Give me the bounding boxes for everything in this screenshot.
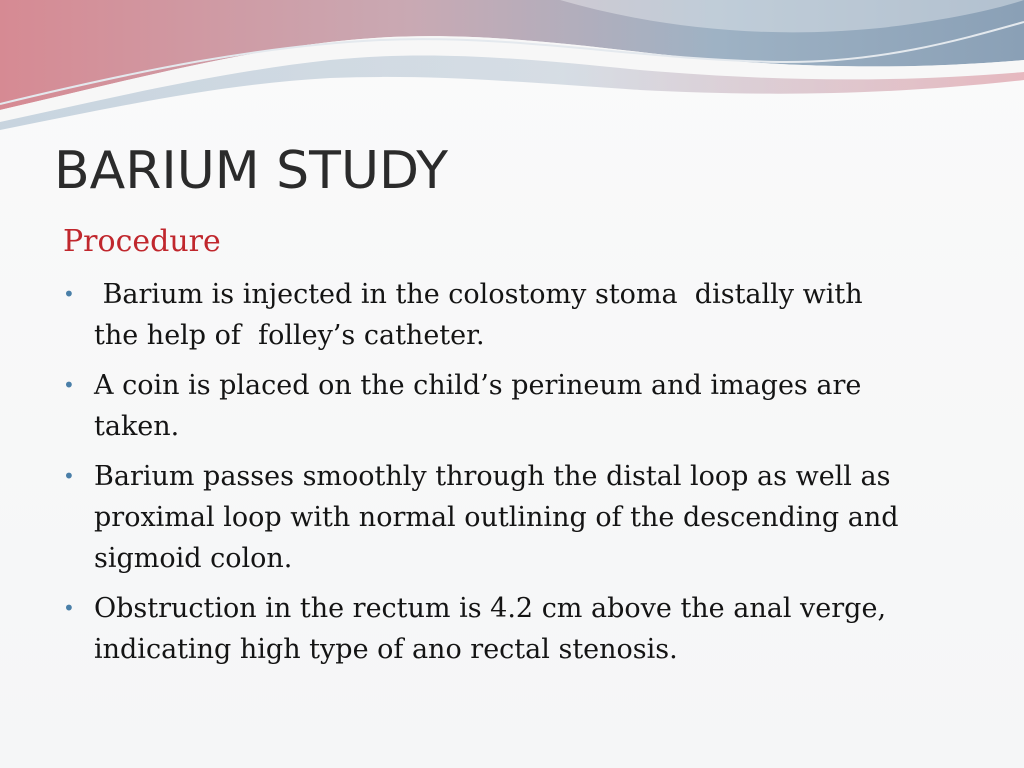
bullet-text-line: the help of folley’s catheter. [94,320,485,351]
list-item [63,274,983,356]
bullet-text-line: Barium is injected in the colostomy stoma distally with [94,279,863,310]
list-item [63,456,983,579]
decorative-wave-banner [0,0,1024,130]
list-item [63,365,983,447]
bullet-marker: • [63,282,75,306]
bullet-marker: • [63,464,75,488]
bullet-text-line: Barium passes smoothly through the distal loop as well as [94,461,891,492]
bullet-text-line: Obstruction in the rectum is 4.2 cm above the anal verge, [94,593,887,624]
bullet-text-line: sigmoid colon. [94,543,293,574]
bullet-marker: • [63,596,75,620]
bullet-text-line: indicating high type of ano rectal stenosis. [94,634,678,665]
bullet-marker: • [63,373,75,397]
bullet-text-line: A coin is placed on the child’s perineum and images are [94,370,862,401]
bullet-text-line: taken. [94,411,180,442]
bullet-list [63,274,983,679]
section-subheading: Procedure [63,224,221,259]
bullet-text-line: proximal loop with normal outlining of the descending and [94,502,899,533]
slide-title: BARIUM STUDY [54,141,448,201]
list-item [63,588,983,670]
